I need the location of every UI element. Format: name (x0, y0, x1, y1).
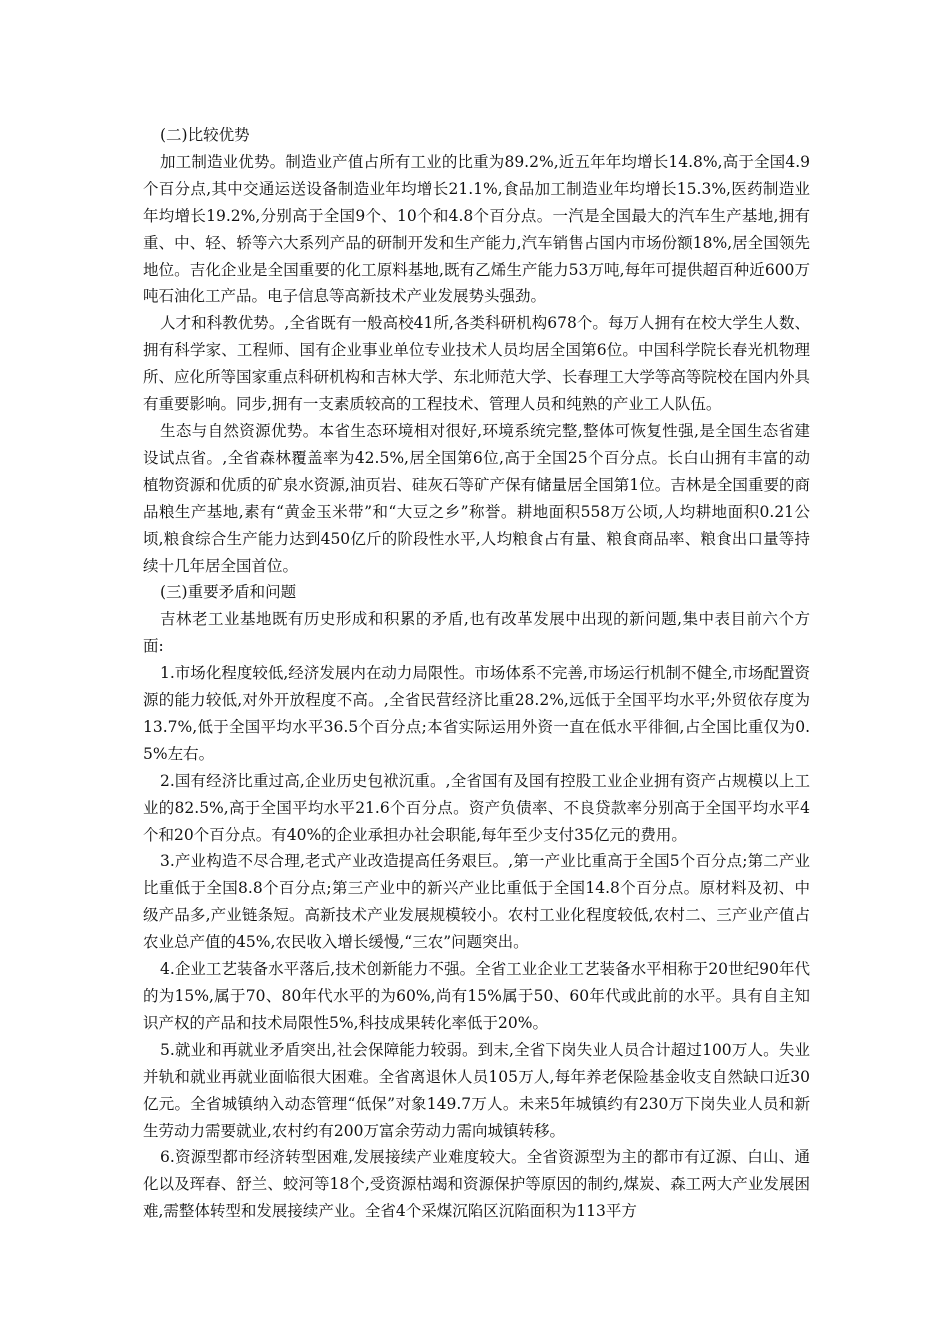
list-item-problem-2: 2.国有经济比重过高,企业历史包袱沉重。,全省国有及国有控股工业企业拥有资产占规模以上工业的82.5%,高于全国平均水平21.6个百分点。资产负债率、不良贷款率分别高于全国平均水平4个和20个百分点。有40%的企业承担办社会职能,每年至少支付35亿元的费用。 (143, 771, 810, 844)
list-item-problem-5: 5.就业和再就业矛盾突出,社会保障能力较弱。到末,全省下岗失业人员合计超过100万人。失业并轨和就业再就业面临很大困难。全省离退休人员105万人,每年养老保险基金收支自然缺口近30亿元。全省城镇纳入动态管理“低保”对象149.7万人。未来5年城镇约有230万下岗失业人员和新生劳动力需要就业,农村约有200万富余劳动力需向城镇转移。 (143, 1040, 810, 1140)
list-item-problem-3: 3.产业构造不尽合理,老式产业改造提高任务艰巨。,第一产业比重高于全国5个百分点;第二产业比重低于全国8.8个百分点;第三产业中的新兴产业比重低于全国14.8个百分点。原材料及初、中级产品多,产业链条短。高新技术产业发展规模较小。农村工业化程度较低,农村二、三产业产值占农业总产值的45%,农民收入增长缓慢,“三农”问题突出。 (143, 852, 810, 952)
paragraph-problems-intro: 吉林老工业基地既有历史形成和积累的矛盾,也有改革发展中出现的新问题,集中表目前六个方面: (143, 610, 810, 656)
document-page (143, 122, 810, 1225)
list-item-problem-4: 4.企业工艺装备水平落后,技术创新能力不强。全省工业企业工艺装备水平相称于20世纪90年代的为15%,属于70、80年代水平的为60%,尚有15%属于50、60年代或此前的水平。具有自主知识产权的产品和技术局限性5%,科技成果转化率低于20%。 (143, 960, 810, 1032)
paragraph-talent-education-advantage: 人才和科教优势。,全省既有一般高校41所,各类科研机构678个。每万人拥有在校大学生人数、拥有科学家、工程师、国有企业事业单位专业技术人员均居全国第6位。中国科学院长春光机物理所、应化所等国家重点科研机构和吉林大学、东北师范大学、长春理工大学等高等院校在国内外具有重要影响。同步,拥有一支素质较高的工程技术、管理人员和纯熟的产业工人队伍。 (143, 314, 810, 414)
heading-comparative-advantages: (二)比较优势 (160, 126, 250, 144)
paragraph-ecology-resources-advantage: 生态与自然资源优势。本省生态环境相对很好,环境系统完整,整体可恢复性强,是全国生态省建设试点省。,全省森林覆盖率为42.5%,居全国第6位,高于全国25个百分点。长白山拥有丰富的动植物资源和优质的矿泉水资源,油页岩、硅灰石等矿产保有储量居全国第1位。吉林是全国重要的商品粮生产基地,素有“黄金玉米带”和“大豆之乡”称誉。耕地面积558万公顷,人均耕地面积0.21公顷,粮食综合生产能力达到450亿斤的阶段性水平,人均粮食占有量、粮食商品率、粮食出口量等持续十几年居全国首位。 (143, 421, 810, 575)
list-item-problem-1: 1.市场化程度较低,经济发展内在动力局限性。市场体系不完善,市场运行机制不健全,市场配置资源的能力较低,对外开放程度不高。,全省民营经济比重28.2%,远低于全国平均水平;外贸依存度为13.7%,低于全国平均水平36.5个百分点;本省实际运用外资一直在低水平徘徊,占全国比重仅为0.5%左右。 (143, 664, 810, 763)
list-item-problem-6: 6.资源型都市经济转型困难,发展接续产业难度较大。全省资源型为主的都市有辽源、白山、通化以及珲春、舒兰、蛟河等18个,受资源枯竭和资源保护等原因的制约,煤炭、森工两大产业发展困难,需整体转型和发展接续产业。全省4个采煤沉陷区沉陷面积为113平方 (143, 1148, 810, 1221)
paragraph-manufacturing-advantage: 加工制造业优势。制造业产值占所有工业的比重为89.2%,近五年年均增长14.8%,高于全国4.9个百分点,其中交通运送设备制造业年均增长21.1%,食品加工制造业年均增长15.3%,医药制造业年均增长19.2%,分别高于全国9个、10个和4.8个百分点。一汽是全国最大的汽车生产基地,拥有重、中、轻、轿等六大系列产品的研制开发和生产能力,汽车销售占国内市场份额18%,居全国领先地位。吉化企业是全国重要的化工原料基地,既有乙烯生产能力53万吨,每年可提供超百种近600万吨石油化工产品。电子信息等高新技术产业发展势头强劲。 (143, 152, 810, 306)
heading-main-problems: (三)重要矛盾和问题 (160, 583, 297, 602)
